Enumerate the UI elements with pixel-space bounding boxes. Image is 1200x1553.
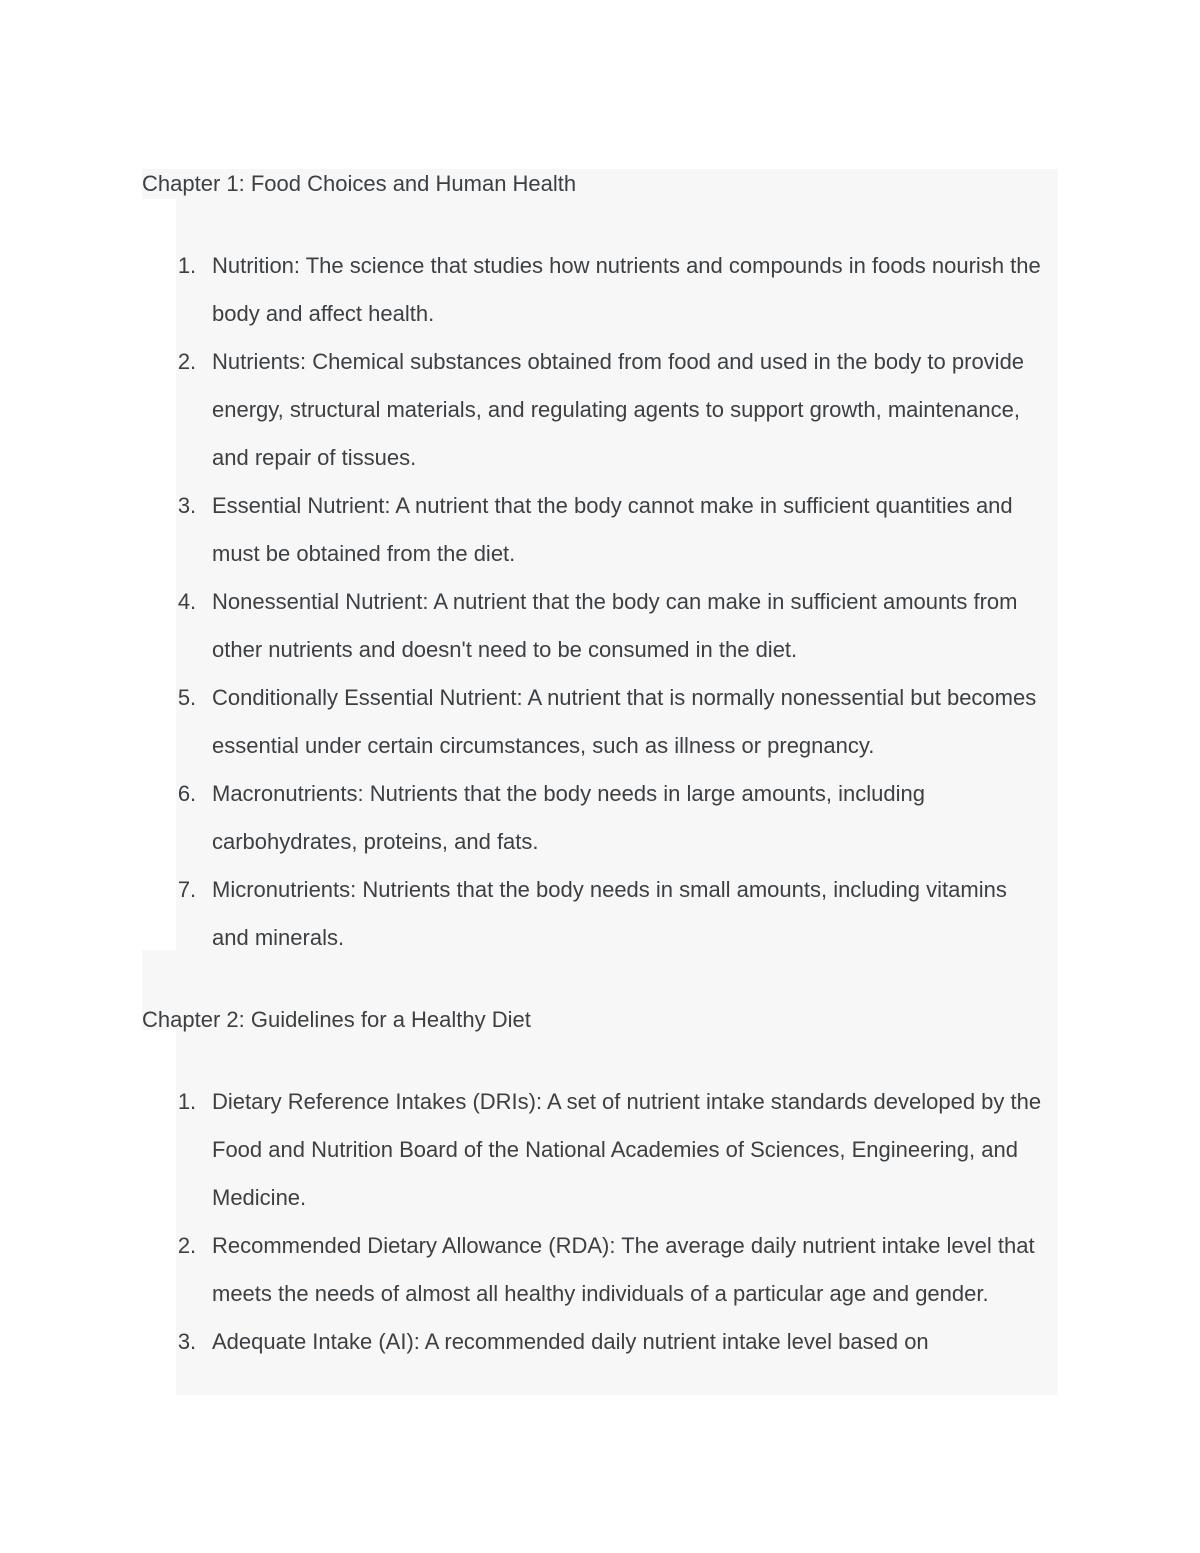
list-item: [142, 1078, 1058, 1222]
list-item-text: Recommended Dietary Allowance (RDA): The average daily nutrient intake level that meets the needs of almost all healthy individuals of a particular age and gender.: [212, 1233, 1035, 1306]
list-item-text: Essential Nutrient: A nutrient that the body cannot make in sufficient quantities and must be obtained from the diet.: [212, 493, 1013, 566]
list-item-text: Micronutrients: Nutrients that the body needs in small amounts, including vitamins and minerals.: [212, 877, 1007, 950]
list-item: [142, 770, 1058, 866]
list-item-number: 3.: [177, 1329, 197, 1354]
list-item: [142, 482, 1058, 578]
chapter-1-title: Chapter 1: Food Choices and Human Health: [142, 171, 577, 196]
list-item-number: 3.: [177, 493, 197, 518]
list-item-text: Nonessential Nutrient: A nutrient that the body can make in sufficient amounts from other nutrients and doesn't need to be consumed in the diet.: [212, 589, 1018, 662]
list-item: [142, 1318, 1058, 1366]
list-item-number: 2.: [177, 1233, 197, 1258]
list-item-text: Conditionally Essential Nutrient: A nutrient that is normally nonessential but becomes essential under certain circumstances, such as illness or pregnancy.: [212, 685, 1037, 758]
chapter-2-list: [142, 1078, 1058, 1366]
list-item-text: Adequate Intake (AI): A recommended daily nutrient intake level based on: [212, 1329, 929, 1354]
list-item: [142, 578, 1058, 674]
chapter-2: [142, 1002, 1058, 1366]
list-item-number: 1.: [177, 253, 197, 278]
list-item-text: Nutrition: The science that studies how nutrients and compounds in foods nourish the body and affect health.: [212, 253, 1041, 326]
list-item-text: Dietary Reference Intakes (DRIs): A set of nutrient intake standards developed by the Food and Nutrition Board of the National Academies of Sciences, Engineering, and Medicine.: [212, 1089, 1042, 1210]
document-content: [142, 166, 1058, 1366]
list-item: [142, 338, 1058, 482]
chapter-1: [142, 166, 1058, 962]
list-item: [142, 674, 1058, 770]
list-item: [142, 242, 1058, 338]
list-item-number: 4.: [177, 589, 197, 614]
chapter-1-list: [142, 242, 1058, 962]
list-item-number: 2.: [177, 349, 197, 374]
list-item-text: Nutrients: Chemical substances obtained from food and used in the body to provide energy, structural materials, and regulating agents to support growth, maintenance, and repair of tissues.: [212, 349, 1025, 470]
list-item: [142, 1222, 1058, 1318]
list-item-number: 5.: [177, 685, 197, 710]
list-item-text: Macronutrients: Nutrients that the body needs in large amounts, including carbohydrates, proteins, and fats.: [212, 781, 925, 854]
list-item: [142, 866, 1058, 962]
chapter-2-title: Chapter 2: Guidelines for a Healthy Diet: [142, 1007, 531, 1032]
list-item-number: 1.: [177, 1089, 197, 1114]
list-item-number: 6.: [177, 781, 197, 806]
list-item-number: 7.: [177, 877, 197, 902]
